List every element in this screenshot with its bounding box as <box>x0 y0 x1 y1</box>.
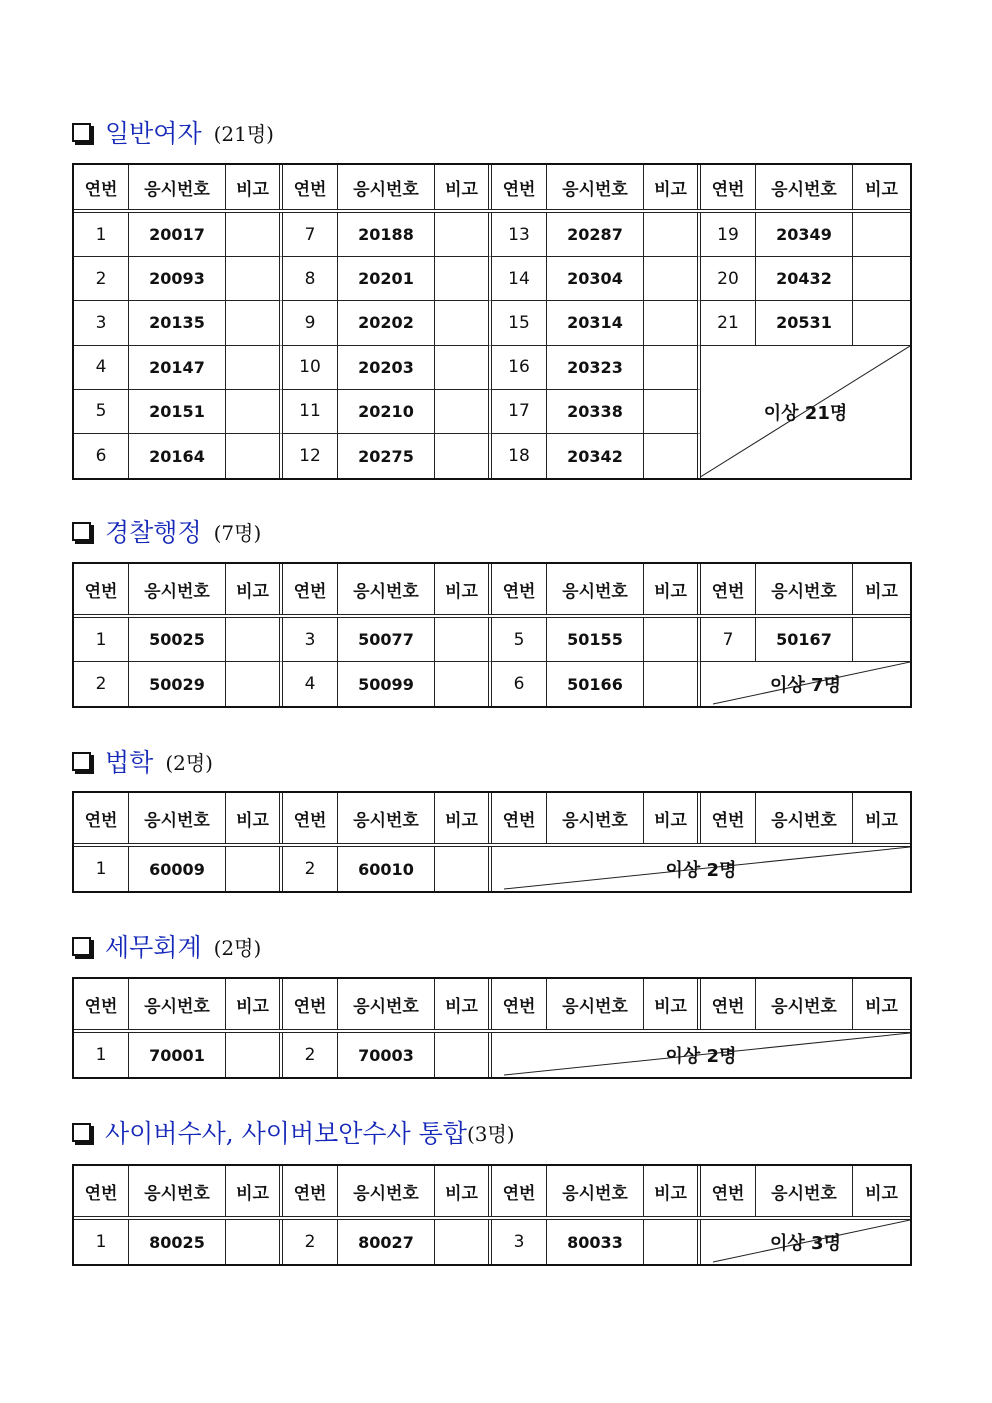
remarks <box>226 301 283 345</box>
summary-text: 이상 2명 <box>665 860 737 881</box>
exam-number: 20323 <box>547 346 644 390</box>
column-header: 응시번호 <box>129 564 226 614</box>
exam-number: 50077 <box>338 618 435 662</box>
column-header: 연번 <box>492 564 547 614</box>
column-header: 연번 <box>701 793 756 843</box>
column-header: 연번 <box>283 564 338 614</box>
column-header: 연번 <box>701 165 756 209</box>
column-header: 연번 <box>74 564 129 614</box>
exam-number: 50167 <box>756 618 853 662</box>
column-header: 연번 <box>492 979 547 1029</box>
exam-number: 20147 <box>129 346 226 390</box>
remarks <box>435 390 492 434</box>
remarks <box>435 346 492 390</box>
exam-number: 20210 <box>338 390 435 434</box>
column-header: 연번 <box>74 793 129 843</box>
remarks <box>226 847 283 891</box>
exam-number: 80025 <box>129 1220 226 1264</box>
column-header: 응시번호 <box>129 165 226 209</box>
exam-number: 20017 <box>129 213 226 257</box>
summary-cell <box>492 1033 910 1077</box>
remarks <box>226 390 283 434</box>
section-count: (3명) <box>466 1121 515 1146</box>
column-header: 응시번호 <box>756 1166 853 1216</box>
column-header: 연번 <box>701 1166 756 1216</box>
column-header: 비고 <box>435 165 492 209</box>
exam-number: 70001 <box>129 1033 226 1077</box>
section-heading <box>72 741 213 781</box>
column-header: 응시번호 <box>547 1166 644 1216</box>
serial-number: 4 <box>74 346 129 390</box>
column-header: 비고 <box>226 165 283 209</box>
column-header: 비고 <box>644 564 701 614</box>
column-header: 연번 <box>283 1166 338 1216</box>
remarks <box>435 213 492 257</box>
serial-number: 11 <box>283 390 338 434</box>
exam-number: 60010 <box>338 847 435 891</box>
remarks <box>644 662 701 706</box>
column-header: 연번 <box>492 1166 547 1216</box>
column-header: 연번 <box>701 564 756 614</box>
checkbox-bullet-icon <box>72 1123 91 1142</box>
remarks <box>644 213 701 257</box>
exam-number: 50099 <box>338 662 435 706</box>
column-header: 응시번호 <box>547 793 644 843</box>
exam-number: 50166 <box>547 662 644 706</box>
serial-number: 5 <box>74 390 129 434</box>
roster-table <box>72 977 912 1079</box>
section-heading <box>72 511 261 551</box>
summary-cell <box>701 662 910 706</box>
section-title: 법학 <box>105 748 154 777</box>
remarks <box>644 346 701 390</box>
column-header: 응시번호 <box>338 564 435 614</box>
column-header: 비고 <box>865 581 898 602</box>
column-header: 연번 <box>701 979 756 1029</box>
summary-cell <box>701 346 910 479</box>
remarks <box>853 618 910 662</box>
serial-number: 20 <box>701 257 756 301</box>
column-header: 응시번호 <box>756 979 853 1029</box>
serial-number: 2 <box>283 1033 338 1077</box>
column-header: 응시번호 <box>338 979 435 1029</box>
serial-number: 3 <box>74 301 129 345</box>
exam-number: 20202 <box>338 301 435 345</box>
remarks <box>226 618 283 662</box>
column-header: 연번 <box>492 793 547 843</box>
remarks <box>435 847 492 891</box>
remarks <box>853 257 910 301</box>
column-header: 응시번호 <box>547 165 644 209</box>
section-title: 세무회계 <box>105 933 202 962</box>
serial-number: 8 <box>283 257 338 301</box>
column-header: 비고 <box>226 1166 283 1216</box>
column-header: 비고 <box>435 1166 492 1216</box>
serial-number: 6 <box>492 662 547 706</box>
exam-number: 20531 <box>756 301 853 345</box>
exam-number: 50029 <box>129 662 226 706</box>
column-header: 연번 <box>283 979 338 1029</box>
serial-number: 10 <box>283 346 338 390</box>
exam-number: 20349 <box>756 213 853 257</box>
column-header: 비고 <box>644 979 701 1029</box>
remarks <box>644 257 701 301</box>
column-header: 비고 <box>644 165 701 209</box>
remarks <box>435 1220 492 1264</box>
roster-table <box>72 791 912 893</box>
column-header: 연번 <box>283 165 338 209</box>
section-count: (7명) <box>213 520 262 545</box>
exam-number: 50025 <box>129 618 226 662</box>
column-header: 비고 <box>865 810 898 831</box>
serial-number: 14 <box>492 257 547 301</box>
serial-number: 16 <box>492 346 547 390</box>
serial-number: 5 <box>492 618 547 662</box>
checkbox-bullet-icon <box>72 123 91 142</box>
section-heading <box>72 1112 515 1152</box>
serial-number: 1 <box>74 618 129 662</box>
serial-number: 4 <box>283 662 338 706</box>
remarks <box>435 1033 492 1077</box>
section-title: 경찰행정 <box>105 518 202 547</box>
exam-number: 80027 <box>338 1220 435 1264</box>
serial-number: 12 <box>283 434 338 478</box>
column-header: 응시번호 <box>338 793 435 843</box>
column-header: 비고 <box>865 996 898 1017</box>
column-header: 연번 <box>283 793 338 843</box>
remarks <box>226 1033 283 1077</box>
serial-number: 19 <box>701 213 756 257</box>
column-header: 비고 <box>226 793 283 843</box>
remarks <box>435 257 492 301</box>
remarks <box>226 662 283 706</box>
remarks <box>226 257 283 301</box>
remarks <box>226 434 283 478</box>
serial-number: 2 <box>74 257 129 301</box>
checkbox-bullet-icon <box>72 752 91 771</box>
remarks <box>853 301 910 345</box>
remarks <box>644 301 701 345</box>
serial-number: 2 <box>283 847 338 891</box>
summary-cell <box>492 847 910 891</box>
exam-number: 20203 <box>338 346 435 390</box>
exam-number: 20275 <box>338 434 435 478</box>
column-header: 연번 <box>74 1166 129 1216</box>
section-title: 일반여자 <box>105 119 202 148</box>
section-count: (2명) <box>213 935 262 960</box>
serial-number: 1 <box>74 1220 129 1264</box>
summary-text: 이상 21명 <box>763 402 848 424</box>
remarks <box>644 390 701 434</box>
serial-number: 17 <box>492 390 547 434</box>
column-header: 응시번호 <box>547 564 644 614</box>
remarks <box>226 213 283 257</box>
exam-number: 70003 <box>338 1033 435 1077</box>
summary-text: 이상 3명 <box>770 1233 841 1254</box>
serial-number: 3 <box>283 618 338 662</box>
serial-number: 3 <box>492 1220 547 1264</box>
exam-number: 20151 <box>129 390 226 434</box>
column-header: 응시번호 <box>129 793 226 843</box>
column-header: 비고 <box>435 979 492 1029</box>
serial-number: 21 <box>701 301 756 345</box>
section-count: (2명) <box>165 750 213 775</box>
exam-number: 20093 <box>129 257 226 301</box>
column-header: 응시번호 <box>338 165 435 209</box>
remarks <box>644 1220 701 1264</box>
column-header: 응시번호 <box>338 1166 435 1216</box>
column-header: 응시번호 <box>129 979 226 1029</box>
serial-number: 1 <box>74 213 129 257</box>
serial-number: 18 <box>492 434 547 478</box>
serial-number: 7 <box>701 618 756 662</box>
column-header: 비고 <box>226 564 283 614</box>
column-header: 비고 <box>865 1183 898 1204</box>
column-header: 응시번호 <box>129 1166 226 1216</box>
column-header: 연번 <box>74 979 129 1029</box>
summary-text: 이상 2명 <box>665 1046 737 1067</box>
exam-number: 20338 <box>547 390 644 434</box>
column-header: 응시번호 <box>756 165 853 209</box>
column-header: 비고 <box>435 793 492 843</box>
column-header: 응시번호 <box>756 564 853 614</box>
exam-number: 20287 <box>547 213 644 257</box>
column-header: 비고 <box>644 793 701 843</box>
section-heading <box>72 112 274 152</box>
exam-number: 20304 <box>547 257 644 301</box>
remarks <box>226 1220 283 1264</box>
serial-number: 9 <box>283 301 338 345</box>
column-header: 비고 <box>644 1166 701 1216</box>
serial-number: 1 <box>74 1033 129 1077</box>
exam-number: 60009 <box>129 847 226 891</box>
summary-cell <box>701 1220 910 1264</box>
checkbox-bullet-icon <box>72 522 91 541</box>
serial-number: 2 <box>283 1220 338 1264</box>
exam-number: 20135 <box>129 301 226 345</box>
column-header: 응시번호 <box>756 793 853 843</box>
exam-number: 20314 <box>547 301 644 345</box>
serial-number: 2 <box>74 662 129 706</box>
serial-number: 13 <box>492 213 547 257</box>
roster-table <box>72 562 912 708</box>
column-header: 비고 <box>435 564 492 614</box>
remarks <box>853 213 910 257</box>
remarks <box>644 618 701 662</box>
section-title: 사이버수사, 사이버보안수사 통합 <box>105 1119 467 1148</box>
checkbox-bullet-icon <box>72 937 91 956</box>
roster-table <box>72 163 912 480</box>
remarks <box>644 434 701 478</box>
column-header: 응시번호 <box>547 979 644 1029</box>
exam-number: 20432 <box>756 257 853 301</box>
summary-text: 이상 7명 <box>770 675 841 696</box>
column-header: 비고 <box>865 179 898 200</box>
serial-number: 6 <box>74 434 129 478</box>
exam-number: 20188 <box>338 213 435 257</box>
column-header: 연번 <box>492 165 547 209</box>
serial-number: 7 <box>283 213 338 257</box>
remarks <box>435 301 492 345</box>
remarks <box>435 618 492 662</box>
section-count: (21명) <box>213 121 274 146</box>
exam-number: 20342 <box>547 434 644 478</box>
serial-number: 1 <box>74 847 129 891</box>
exam-number: 20164 <box>129 434 226 478</box>
remarks <box>435 662 492 706</box>
remarks <box>226 346 283 390</box>
section-heading <box>72 926 261 966</box>
remarks <box>435 434 492 478</box>
column-header: 비고 <box>226 979 283 1029</box>
roster-table <box>72 1164 912 1266</box>
serial-number: 15 <box>492 301 547 345</box>
column-header: 연번 <box>74 165 129 209</box>
exam-number: 50155 <box>547 618 644 662</box>
exam-number: 20201 <box>338 257 435 301</box>
exam-number: 80033 <box>547 1220 644 1264</box>
